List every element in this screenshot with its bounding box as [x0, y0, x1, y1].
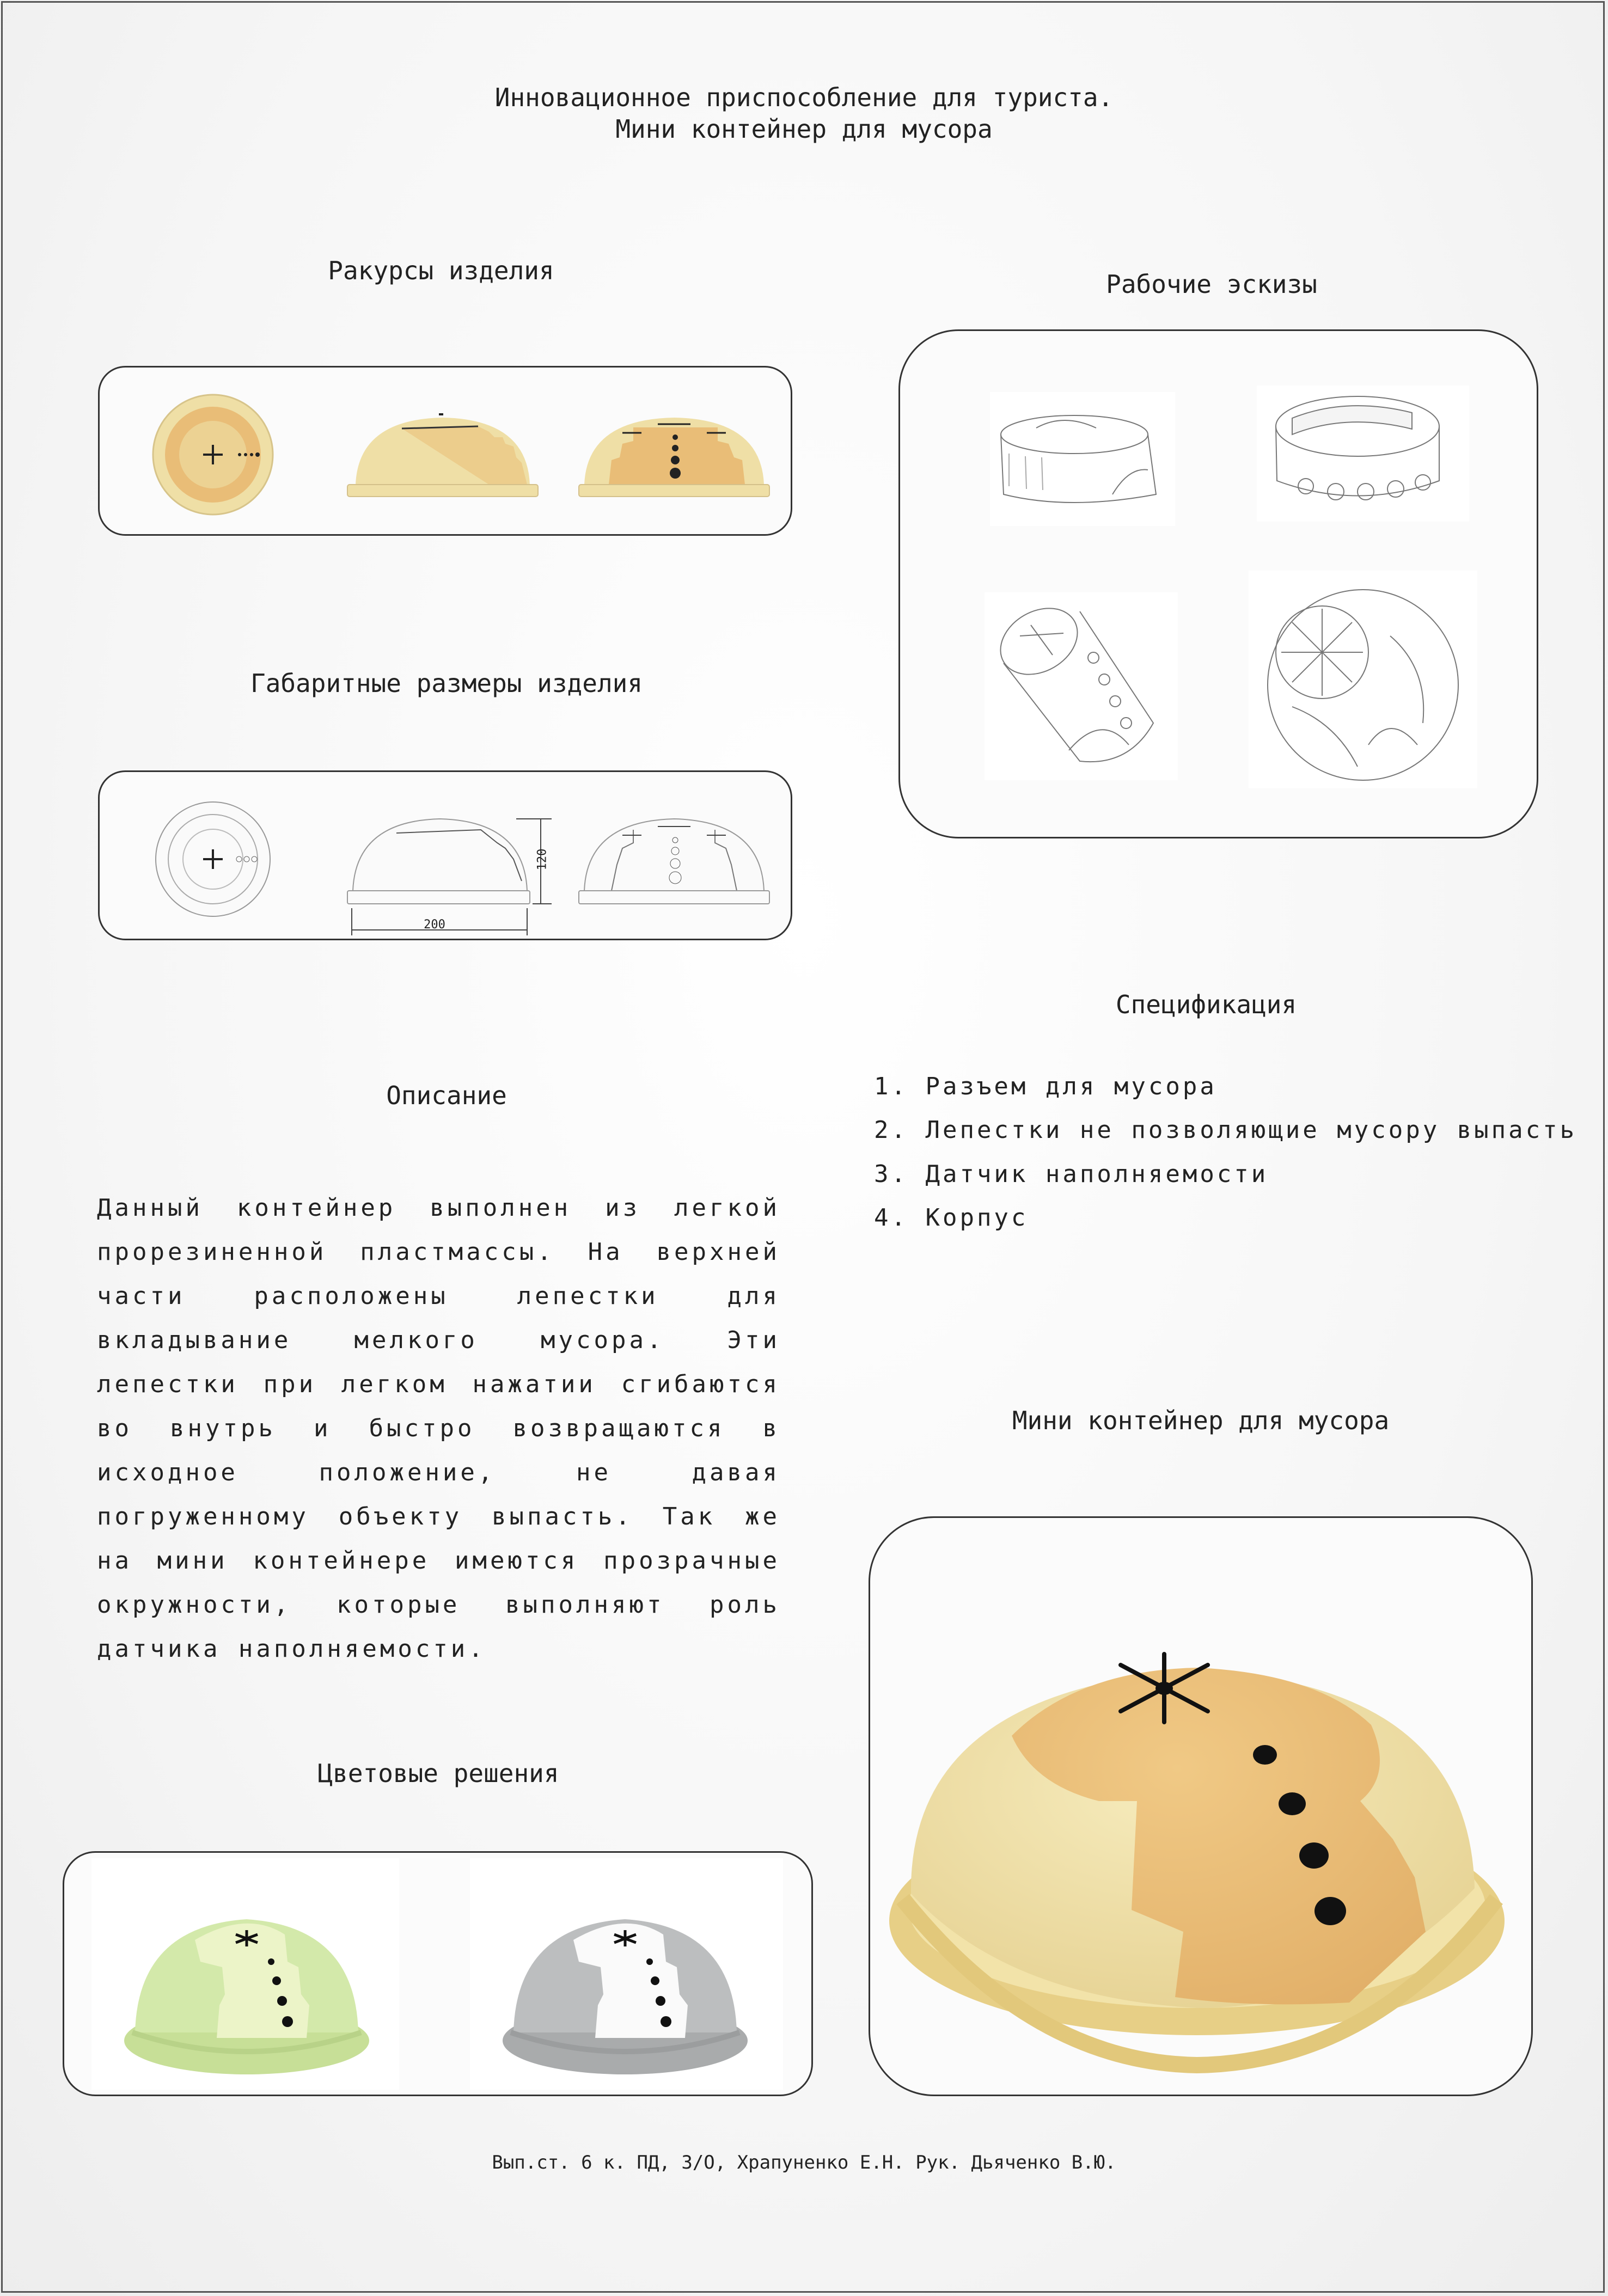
dim-height-label: 120: [535, 848, 549, 871]
dim-front-view-image: [560, 772, 791, 939]
title-line-1: Инновационное приспособление для туриста.: [494, 83, 1114, 112]
dim-side: [326, 772, 560, 939]
dim-top-view-image: [100, 772, 326, 939]
spec-item-4: 4. Корпус: [874, 1204, 1029, 1232]
front-view-image: [560, 368, 791, 534]
top-view-image: [100, 368, 326, 534]
footer-credits: Вып.ст. 6 к. ПД, З/О, Храпуненко Е.Н. Рук. Дьяченко В.Ю.: [492, 2152, 1116, 2173]
title-line-2: Мини контейнер для мусора: [615, 114, 993, 144]
heading-dimensions: Габаритные размеры изделия: [250, 669, 643, 698]
heading-description: Описание: [386, 1081, 507, 1110]
color-option-gray: [470, 1858, 783, 2090]
dim-front: [560, 772, 791, 939]
spec-item-1: 1. Разъем для мусора: [874, 1073, 1217, 1100]
sketch-2: [1257, 385, 1469, 522]
colors-panel: [63, 1851, 813, 2096]
heading-colors: Цветовые решения: [317, 1759, 559, 1788]
main-render-image: [870, 1518, 1531, 2095]
view-top: [100, 368, 326, 534]
sketches-panel: [898, 329, 1538, 838]
heading-views: Ракурсы изделия: [328, 256, 554, 285]
dim-top: [100, 772, 326, 939]
side-view-image: [326, 368, 560, 534]
spec-item-2: 2. Лепестки не позволяющие мусору выпасть: [874, 1116, 1578, 1144]
heading-main-render: Мини контейнер для мусора: [1012, 1406, 1390, 1435]
view-front: [560, 368, 791, 534]
views-panel: [98, 366, 792, 536]
view-side: [326, 368, 560, 534]
dimensions-panel: [98, 770, 792, 940]
spec-item-3: 3. Датчик наполняемости: [874, 1160, 1269, 1188]
description-text: Данный контейнер выполнен из легкой прорезиненной пластмассы. На верхней части расположены лепестки для вкладывание мелкого мусора. Эти лепестки при легком нажатии сгибаются во внутрь и быстро возвращаются в исходное положение, не давая погруженному объекту выпасть. Так же на мини контейнере имеются прозрачные окружности, которые выполняют роль датчика наполняемости.: [97, 1194, 780, 1663]
sketches-image: [900, 331, 1538, 838]
dim-width-label: 200: [424, 918, 445, 932]
sketch-4: [1249, 571, 1477, 788]
sketch-3: [985, 592, 1178, 780]
main-render-panel: [869, 1516, 1533, 2096]
color-option-green: [91, 1858, 399, 2090]
heading-specification: Спецификация: [1115, 990, 1297, 1019]
green-variant-image: [91, 1858, 399, 2090]
dim-side-view-image: [326, 772, 560, 939]
sketch-1: [990, 392, 1175, 526]
gray-variant-image: [470, 1858, 783, 2090]
heading-sketches: Рабочие эскизы: [1106, 270, 1317, 299]
